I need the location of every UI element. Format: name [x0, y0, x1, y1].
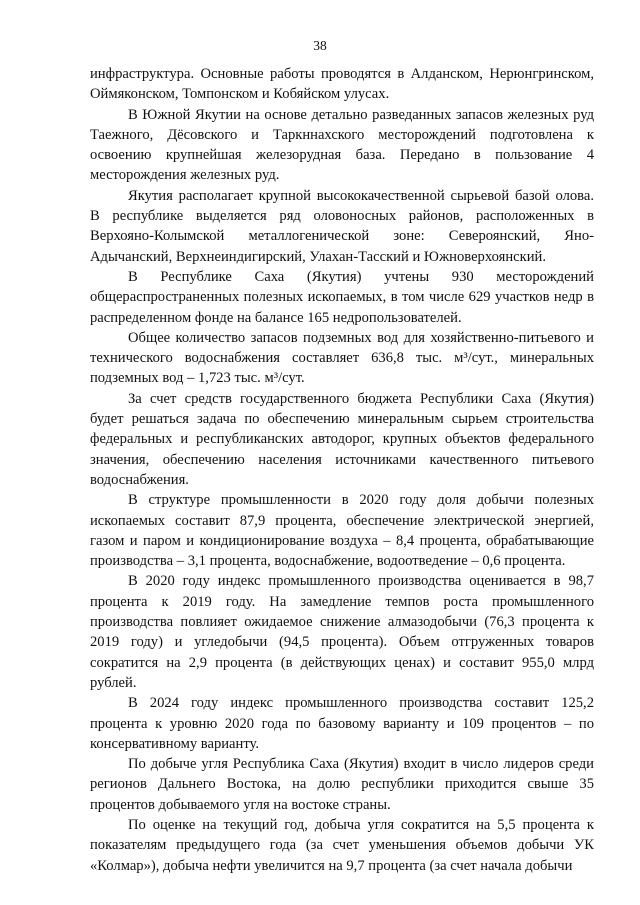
paragraph: Общее количество запасов подземных вод для хозяйственно-питьевого и технического водоснабжения составляет 636,8 тыс. м³/сут., минеральных подземных вод – 1,723 тыс. м³/сут. — [90, 329, 594, 387]
paragraph: По оценке на текущий год, добыча угля сократится на 5,5 процента к показателям предыдущего года (за счет уменьшения объемов добычи УК «Колмар»), добыча нефти увеличится на 9,7 процента (за счет начала добычи — [90, 816, 594, 874]
paragraph: В Республике Саха (Якутия) учтены 930 месторождений общераспространенных полезных ископаемых, в том числе 629 участков недр в распределенном фонде на балансе 165 недропользователей. — [90, 268, 594, 326]
paragraph: В Южной Якутии на основе детально разведанных запасов железных руд Таежного, Дёсовского и Таркннахского месторождений подготовлена к освоению крупнейшая железорудная база. Передано в пользование 4 месторождения железных руд. — [90, 106, 594, 184]
paragraph: В 2020 году индекс промышленного производства оценивается в 98,7 процента к 2019 году. На замедление темпов роста промышленного производства повлияет ожидаемое снижение алмазодобычи (76,3 процента к 2019 году) и угледобычи (94,5 процента). Объем отгруженных товаров сократится на 2,9 процента (в действующих ценах) и составит 955,0 млрд рублей. — [90, 573, 594, 691]
paragraph: За счет средств государственного бюджета Республики Саха (Якутия) будет решаться задача по обеспечению минеральным сырьем строительства федеральных и республиканских автодорог, крупных объектов федерального значения, обеспечению населения источниками качественного питьевого водоснабжения. — [90, 390, 594, 488]
paragraph: инфраструктура. Основные работы проводятся в Алданском, Нерюнгринском, Оймяконском, Томпонском и Кобяйском улусах. — [90, 66, 594, 103]
page-number: 38 — [313, 38, 327, 53]
paragraph: По добыче угля Республика Саха (Якутия) входит в число лидеров среди регионов Дальнего Востока, на долю республики приходится свыше 35 процентов добываемого угля на востоке страны. — [90, 756, 594, 813]
paragraph: В структуре промышленности в 2020 году доля добычи полезных ископаемых составит 87,9 процента, обеспечение электрической энергией, газом и паром и кондиционирование воздуха – 8,4 процента, обрабатывающие производства – 3,1 процента, водоснабжение, водоотведение – 0,6 процента. — [90, 492, 594, 570]
document-body — [90, 64, 594, 876]
paragraph: Якутия располагает крупной высококачественной сырьевой базой олова. В республике выделяется ряд оловоносных районов, расположенных в Верхояно-Колымской металлогенической зоне: Североянский, Яно-Адычанский, Верхнеиндигирский, Улахан-Тасский и Южноверхоянский. — [90, 187, 594, 265]
paragraph: В 2024 году индекс промышленного производства составит 125,2 процента к уровню 2020 года по базовому варианту и 109 процентов – по консервативному варианту. — [90, 695, 594, 752]
